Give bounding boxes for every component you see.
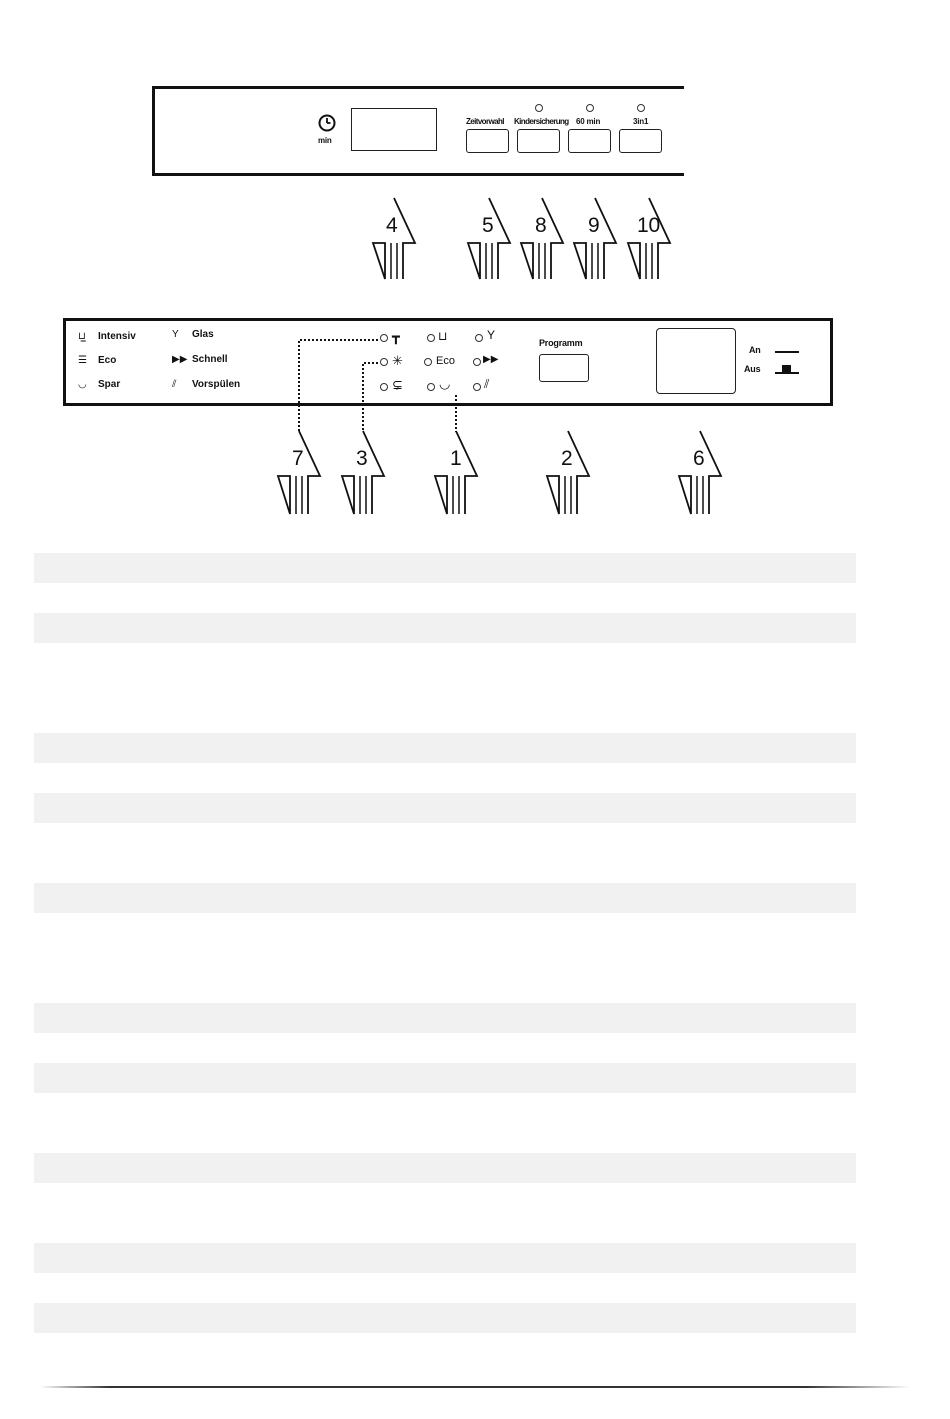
legend-glas: Y Glas — [172, 329, 214, 340]
rinse-aid-icon: ⊊ — [392, 377, 403, 392]
spar-cup-icon: ◡ — [78, 379, 87, 390]
callout-arrow-2 — [545, 429, 591, 515]
rinse-icon: ⫽ — [172, 379, 177, 390]
three-in-one-led — [637, 104, 645, 112]
footer-divider — [40, 1386, 910, 1388]
timer-unit-label: min — [318, 136, 332, 145]
tap-icon: ┳ — [392, 329, 400, 344]
callout-label-2: 2 — [561, 447, 573, 470]
callout-arrow-4 — [371, 196, 417, 280]
indicator-led-glas — [475, 334, 483, 342]
callout-label-8: 8 — [535, 214, 547, 237]
sixty-min-led — [586, 104, 594, 112]
fast-forward-icon: ▶▶ — [483, 354, 499, 365]
clock-icon — [317, 113, 337, 133]
callout-arrow-1 — [433, 429, 479, 515]
callout-label-5: 5 — [482, 214, 494, 237]
legend-vorspuelen: ⫽ Vorspülen — [172, 379, 241, 390]
power-on-label: An — [749, 345, 761, 355]
callout-label-4: 4 — [386, 214, 398, 237]
indicator-eco-text: Eco — [436, 355, 455, 367]
callout-label-1: 1 — [450, 447, 462, 470]
power-off-label: Aus — [744, 364, 761, 374]
main-switch[interactable] — [656, 328, 736, 394]
callout-label-6: 6 — [693, 447, 705, 470]
rinse-icon: ⫽ — [484, 377, 490, 391]
table-row — [34, 553, 856, 583]
fast-forward-icon: ▶▶ — [172, 354, 188, 365]
glass-icon: Y — [172, 329, 179, 340]
glass-icon: Y — [487, 328, 496, 342]
sixty-min-button[interactable] — [568, 129, 611, 153]
table-row — [34, 1303, 856, 1333]
callout-arrow-3 — [340, 429, 386, 515]
child-lock-label: Kindersicherung — [514, 117, 569, 126]
indicator-led-schnell — [473, 358, 481, 366]
child-lock-led — [535, 104, 543, 112]
preset-time-button[interactable] — [466, 129, 509, 153]
salt-star-icon: ✳ — [392, 353, 403, 368]
legend-intensiv: ⊔̲ Intensiv — [78, 331, 136, 342]
table-row — [34, 1003, 856, 1033]
program-button[interactable] — [539, 354, 589, 382]
table-row — [34, 1063, 856, 1093]
power-off-icon — [775, 363, 799, 375]
child-lock-button[interactable] — [517, 129, 560, 153]
sixty-min-label: 60 min — [576, 117, 601, 126]
spar-cup-icon: ◡ — [439, 376, 451, 391]
three-in-one-label: 3in1 — [633, 117, 649, 126]
callout-arrow-7 — [276, 429, 322, 515]
table-row — [34, 1153, 856, 1183]
eco-plates-icon: ☰ — [78, 355, 87, 366]
callout-arrow-9 — [572, 196, 618, 280]
callout-arrow-6 — [677, 429, 723, 515]
legend-eco: ☰ Eco — [78, 355, 117, 366]
callout-label-3: 3 — [356, 447, 368, 470]
legend-spar: ◡ Spar — [78, 379, 121, 390]
callout-label-10: 10 — [637, 214, 660, 237]
leader-lines — [290, 335, 470, 435]
table-row — [34, 883, 856, 913]
program-button-label: Programm — [539, 338, 583, 348]
callout-arrow-8 — [519, 196, 565, 280]
legend-schnell: ▶▶ Schnell — [172, 354, 228, 365]
indicator-led-vorspuelen — [473, 383, 481, 391]
intensiv-pot-icon: ⊔̲ — [78, 331, 86, 342]
time-display — [351, 108, 437, 151]
callout-label-7: 7 — [292, 447, 304, 470]
three-in-one-button[interactable] — [619, 129, 662, 153]
table-row — [34, 793, 856, 823]
table-row — [34, 733, 856, 763]
preset-time-label: Zeitvorwahl — [466, 117, 504, 126]
table-row — [34, 613, 856, 643]
callout-arrow-5 — [466, 196, 512, 280]
intensiv-pot-icon: ⊔ — [438, 329, 448, 343]
table-row — [34, 1243, 856, 1273]
callout-label-9: 9 — [588, 214, 600, 237]
power-on-icon — [775, 351, 799, 353]
callout-arrow-10 — [626, 196, 672, 280]
